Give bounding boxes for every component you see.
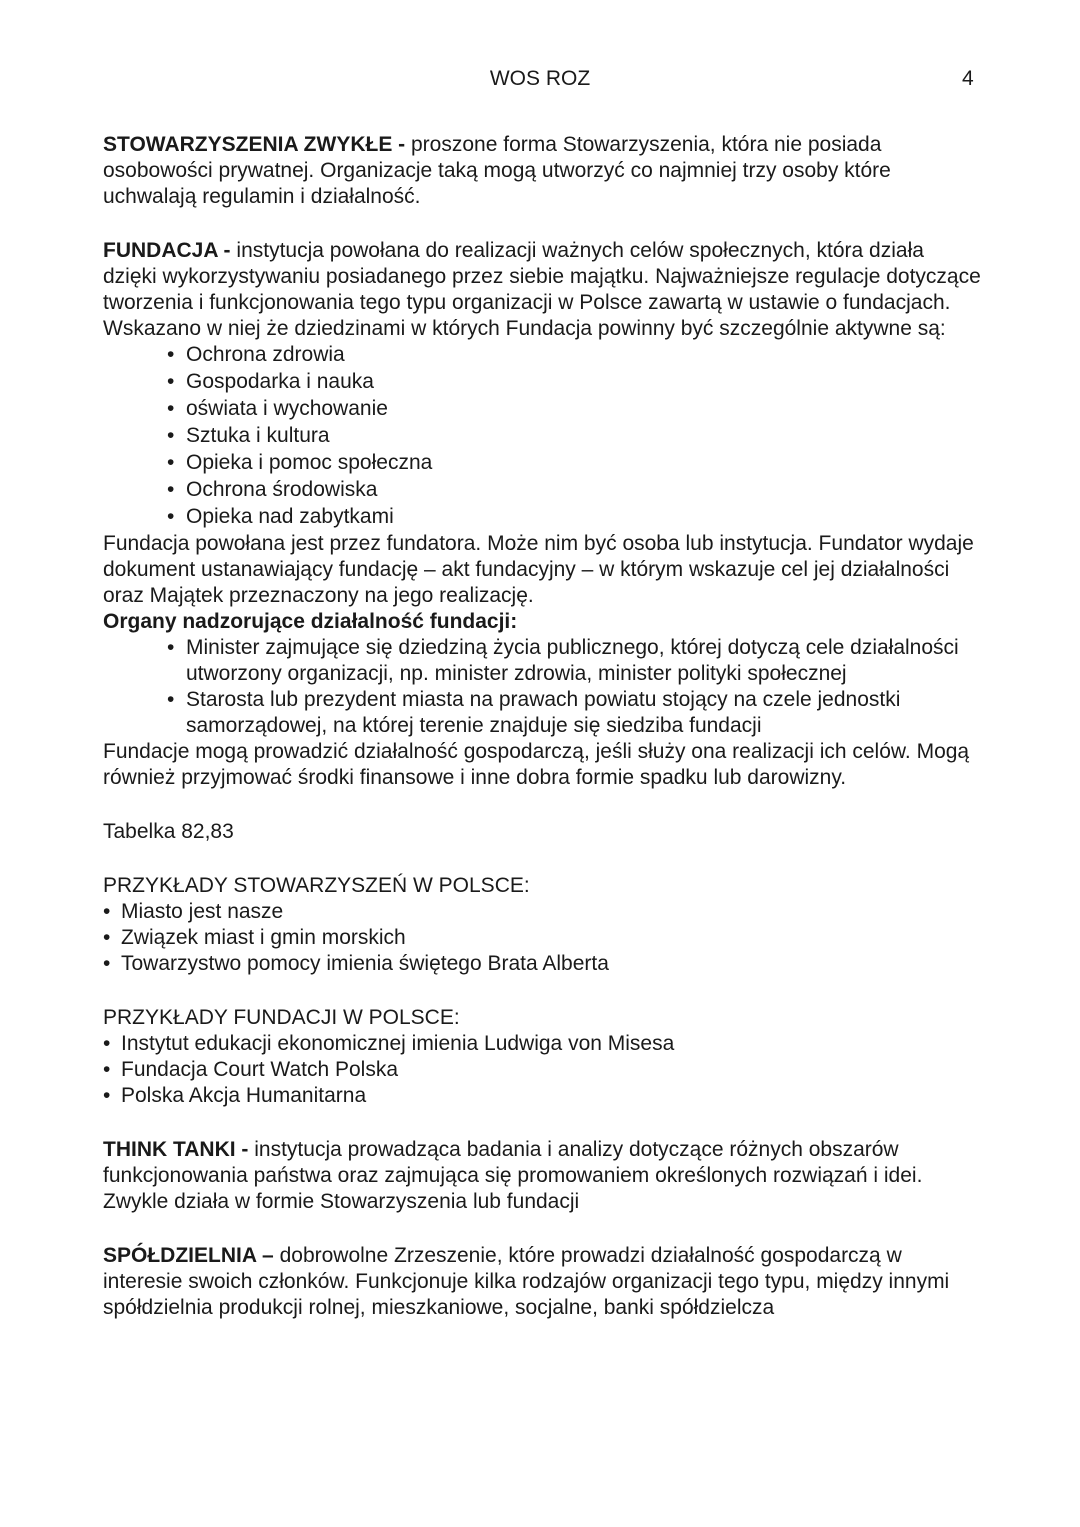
fundacja-organs-heading: [103, 609, 983, 635]
fundacja-founder-paragraph: Fundacja powołana jest przez fundatora. Może nim być osoba lub instytucja. Fundator wydaje dokument ustanawiający fundację – akt fundacyjny – w którym wskazuje cel jej działalności oraz Majątek przeznaczony na jego realizację.: [103, 532, 974, 607]
foundations-examples-list: [103, 1031, 983, 1109]
foundations-examples-heading: PRZYKŁADY FUNDACJI W POLSCE:: [103, 1006, 460, 1029]
list-item: • Opieka nad zabytkami: [103, 504, 983, 531]
list-item: • Związek miast i gmin morskich: [103, 925, 983, 951]
definition-fundacja: [103, 238, 983, 342]
definition-spoldzielnia: [103, 1243, 983, 1321]
fundacja-economic-paragraph: Fundacje mogą prowadzić działalność gospodarczą, jeśli służy ona realizacji ich celów. Mogą również przyjmować środki finansowe i inne dobra formie spadku lub darowizny.: [103, 740, 970, 789]
list-item: • Minister zajmujące się dziedziną życia publicznego, której dotyczą cele działalności utworzony organizacji, np. minister zdrowia, minister polityki społecznej: [103, 635, 983, 687]
term-spoldzielnia: SPÓŁDZIELNIA –: [103, 1244, 274, 1267]
definition-stowarzyszenia-zwykle: [103, 132, 983, 210]
list-item: • Ochrona zdrowia: [103, 342, 983, 369]
term-fundacja: FUNDACJA -: [103, 239, 231, 262]
list-item: • Opieka i pomoc społeczna: [103, 450, 983, 477]
list-item: • oświata i wychowanie: [103, 396, 983, 423]
fundacja-organs-list: [103, 635, 983, 739]
list-item: • Fundacja Court Watch Polska: [103, 1057, 983, 1083]
list-item: • Miasto jest nasze: [103, 899, 983, 925]
fundacja-areas-list: [103, 342, 983, 531]
list-item: • Starosta lub prezydent miasta na prawach powiatu stojący na czele jednostki samorządowej, na której terenie znajduje się siedziba fundacji: [103, 687, 983, 739]
list-item: • Gospodarka i nauka: [103, 369, 983, 396]
list-item: • Polska Akcja Humanitarna: [103, 1083, 983, 1109]
definition-think-tanki: [103, 1137, 983, 1215]
associations-examples-heading: PRZYKŁADY STOWARZYSZEŃ W POLSCE:: [103, 874, 530, 897]
list-item: • Towarzystwo pomocy imienia świętego Brata Alberta: [103, 951, 983, 977]
table-reference: Tabelka 82,83: [103, 820, 234, 843]
page-header-title: WOS ROZ: [489, 67, 591, 90]
definition-text: proszone forma Stowarzyszenia, która nie posiada osobowości prywatnej. Organizacje taką mogą utworzyć co najmniej trzy osoby które uchwalają regulamin i działalność.: [103, 133, 891, 208]
term-think-tanki: THINK TANKI -: [103, 1138, 249, 1161]
associations-examples-list: [103, 899, 983, 977]
organs-heading-text: Organy nadzorujące działalność fundacji:: [103, 610, 518, 633]
definition-text: instytucja powołana do realizacji ważnych celów społecznych, która działa dzięki wykorzystywaniu posiadanego przez siebie majątku. Najważniejsze regulacje dotyczące tworzenia i funkcjonowania tego typu organizacji w Polsce zawartą w ustawie o fundacjach. Wskazano w niej że dziedzinami w których Fundacja powinny być szczególnie aktywne są:: [103, 239, 981, 340]
definition-text: dobrowolne Zrzeszenie, które prowadzi działalność gospodarczą w interesie swoich członków. Funkcjonuje kilka rodzajów organizacji tego typu, między innymi spółdzielnia produkcji rolnej, mieszkaniowe, socjalne, banki spółdzielcza: [103, 1244, 950, 1319]
list-item: • Instytut edukacji ekonomicznej imienia Ludwiga von Misesa: [103, 1031, 983, 1057]
definition-text: instytucja prowadząca badania i analizy dotyczące różnych obszarów funkcjonowania państwa oraz zajmująca się promowaniem określonych rozwiązań i idei. Zwykle działa w formie Stowarzyszenia lub fundacji: [103, 1138, 923, 1213]
document-body: [103, 132, 983, 1321]
term-stowarzyszenia-zwykle: STOWARZYSZENIA ZWYKŁE -: [103, 133, 406, 156]
list-item: • Ochrona środowiska: [103, 477, 983, 504]
page-number: 4: [962, 67, 974, 90]
list-item: • Sztuka i kultura: [103, 423, 983, 450]
